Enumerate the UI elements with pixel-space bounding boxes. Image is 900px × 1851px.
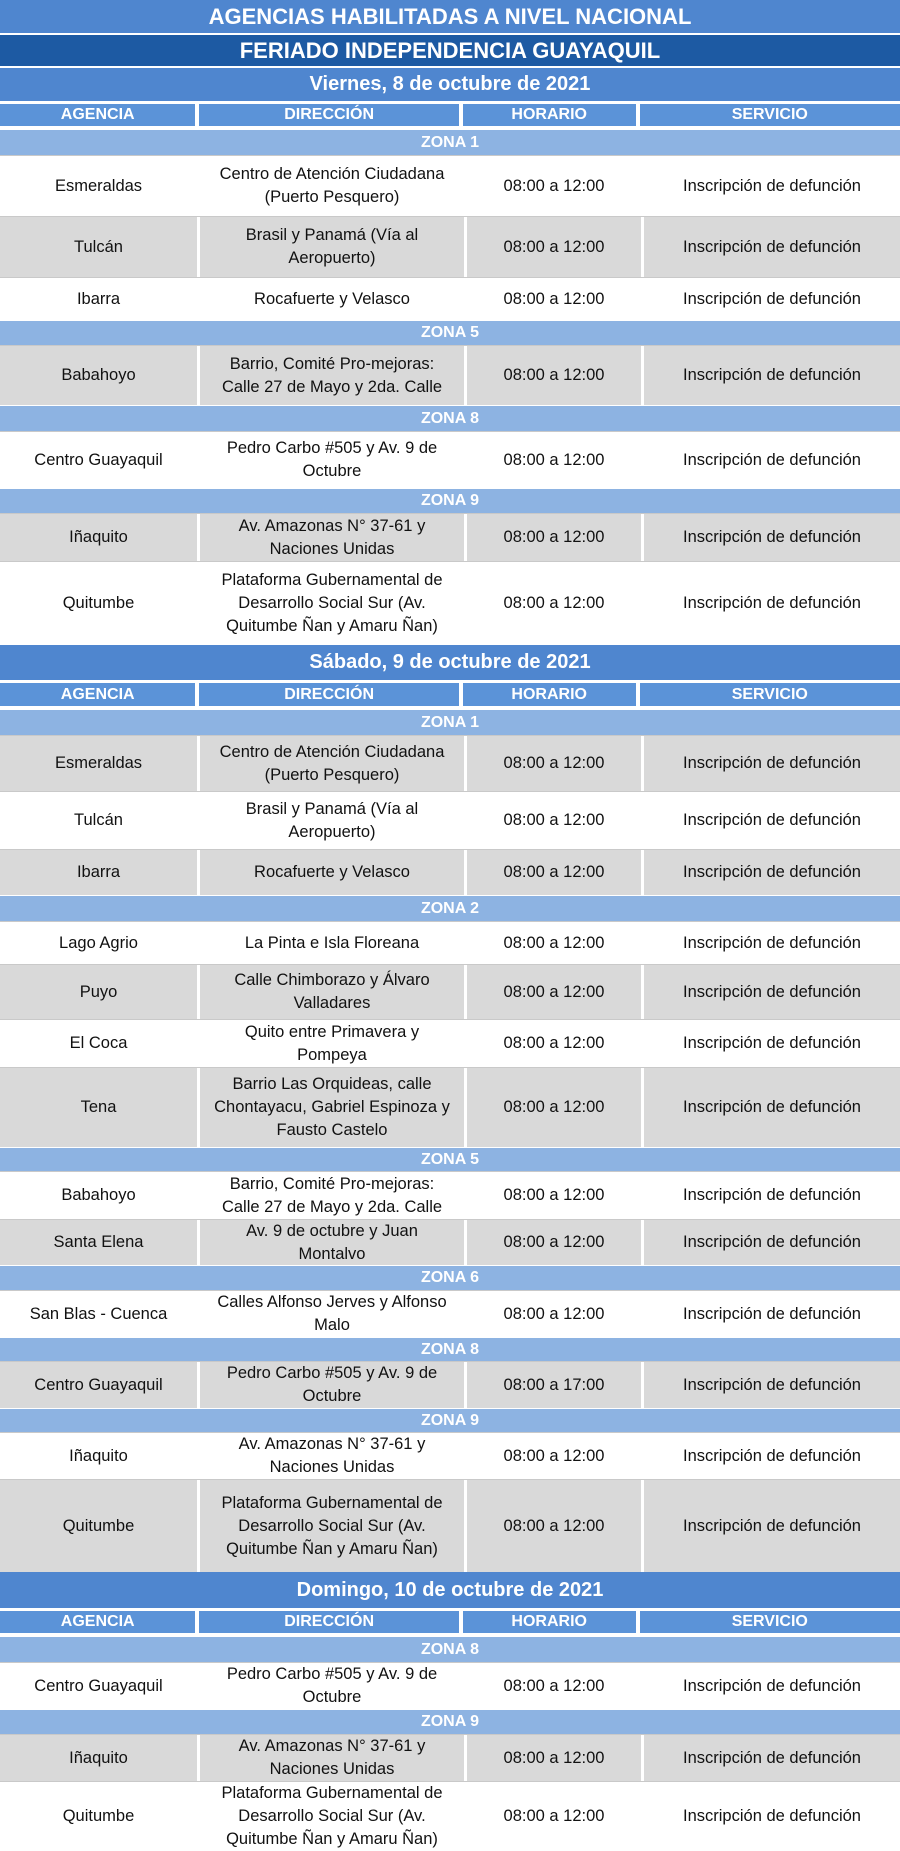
address-lines <box>246 798 418 844</box>
address-line: Malo <box>314 1316 350 1334</box>
address-cell <box>200 278 467 320</box>
column-header-servicio: SERVICIO <box>640 104 900 126</box>
address-cell <box>200 1068 467 1147</box>
address-lines <box>234 969 429 1015</box>
agency-cell: Tulcán <box>0 217 200 277</box>
schedule-cell: 08:00 a 12:00 <box>467 432 644 488</box>
schedule-cell: 08:00 a 12:00 <box>467 562 644 645</box>
address-lines <box>245 1021 419 1067</box>
address-line: Fausto Castelo <box>276 1121 388 1139</box>
zone-header <box>0 1337 900 1361</box>
column-header-direccion: DIRECCIÓN <box>199 683 459 706</box>
address-lines <box>246 224 418 270</box>
service-cell: Inscripción de defunción <box>683 1375 861 1394</box>
day-header <box>0 645 900 680</box>
address-cell <box>200 217 467 277</box>
table-row <box>0 1662 900 1709</box>
zone-label: ZONA 6 <box>420 1269 480 1286</box>
table-row <box>0 513 900 561</box>
address-lines <box>221 1782 442 1851</box>
service-cell: Inscripción de defunción <box>683 1748 861 1767</box>
column-header-horario: HORARIO <box>463 683 636 706</box>
address-lines <box>227 1362 437 1408</box>
zone-label: ZONA 9 <box>420 1713 480 1730</box>
service-cell: Inscripción de defunción <box>683 1304 861 1323</box>
column-header-row <box>0 1608 900 1636</box>
address-line: Plataforma Gubernamental de <box>221 571 443 589</box>
table-row <box>0 849 900 895</box>
address-lines <box>220 741 445 787</box>
address-line: Pedro Carbo #505 y Av. 9 de <box>226 1665 438 1683</box>
agency-cell: Iñaquito <box>0 1735 200 1781</box>
address-cell <box>200 922 467 964</box>
address-line: Pompeya <box>297 1045 367 1064</box>
agency-cell: Esmeraldas <box>0 736 200 791</box>
service-cell: Inscripción de defunción <box>683 1516 861 1535</box>
agency-cell: Tena <box>0 1068 200 1147</box>
day-header-text: Domingo, 10 de octubre de 2021 <box>296 1578 604 1601</box>
address-cell <box>200 1172 467 1219</box>
address-line: Plataforma Gubernamental de <box>221 1493 443 1512</box>
schedule-cell: 08:00 a 12:00 <box>467 850 644 895</box>
address-line: Av. Amazonas N° 37-61 y <box>238 1435 426 1453</box>
address-cell <box>200 965 467 1019</box>
address-cell <box>200 156 467 216</box>
table-row <box>0 1019 900 1067</box>
schedule-cell: 08:00 a 12:00 <box>467 1172 644 1219</box>
address-cell <box>200 1735 467 1781</box>
service-cell: Inscripción de defunción <box>683 754 861 772</box>
zone-header <box>0 1147 900 1171</box>
address-lines <box>214 1073 450 1142</box>
address-line: Plataforma Gubernamental de <box>221 1784 443 1802</box>
address-line: (Puerto Pesquero) <box>264 765 400 784</box>
address-line: Quitumbe Ñan y Amaru Ñan) <box>226 1539 438 1558</box>
agency-cell: Babahoyo <box>0 1172 200 1219</box>
address-line: Av. Amazonas N° 37-61 y <box>238 1737 426 1755</box>
table-row <box>0 1734 900 1781</box>
column-header-agencia: AGENCIA <box>0 104 195 126</box>
address-lines <box>222 1173 442 1219</box>
service-cell: Inscripción de defunción <box>683 1034 861 1052</box>
address-line: Brasil y Panamá (Vía al <box>245 799 419 818</box>
address-cell <box>200 514 467 561</box>
address-line: Pedro Carbo #505 y Av. 9 de <box>226 439 438 457</box>
table-row <box>0 1067 900 1147</box>
address-cell <box>200 1433 467 1479</box>
zone-label: ZONA 1 <box>420 713 480 731</box>
address-cell <box>200 1362 467 1408</box>
service-cell: Inscripción de defunción <box>683 366 861 384</box>
service-cell: Inscripción de defunción <box>683 237 861 256</box>
page-subtitle <box>0 35 900 68</box>
service-cell: Inscripción de defunción <box>683 176 861 195</box>
column-header-agencia: AGENCIA <box>0 683 195 706</box>
zone-label: ZONA 1 <box>420 133 480 151</box>
zone-header <box>0 1636 900 1662</box>
address-cell <box>200 850 467 895</box>
address-cell <box>200 432 467 488</box>
agency-cell: Ibarra <box>0 850 200 895</box>
zone-label: ZONA 8 <box>420 1340 480 1358</box>
agency-cell: Tulcán <box>0 792 200 849</box>
address-line: Valladares <box>293 994 371 1012</box>
zone-label: ZONA 5 <box>420 1150 480 1168</box>
address-line: Aeropuerto) <box>288 822 376 841</box>
column-header-direccion: DIRECCIÓN <box>199 104 459 126</box>
address-cell <box>200 792 467 849</box>
address-line: Octubre <box>302 1688 362 1706</box>
agency-cell: Ibarra <box>0 278 200 320</box>
agency-cell: Iñaquito <box>0 514 200 561</box>
day-header <box>0 1572 900 1608</box>
zone-header <box>0 405 900 431</box>
address-line: Av. Amazonas N° 37-61 y <box>238 516 426 535</box>
service-cell: Inscripción de defunción <box>683 289 861 308</box>
table-row <box>0 277 900 320</box>
column-header-horario: HORARIO <box>463 104 636 126</box>
table-row <box>0 735 900 791</box>
schedule-cell: 08:00 a 12:00 <box>467 1735 644 1781</box>
service-cell: Inscripción de defunción <box>683 811 861 829</box>
address-line: Chontayacu, Gabriel Espinoza y <box>214 1098 450 1116</box>
service-cell: Inscripción de defunción <box>683 1186 861 1204</box>
column-header-agencia: AGENCIA <box>0 1611 195 1633</box>
address-lines <box>220 163 445 209</box>
schedule-cell: 08:00 a 12:00 <box>467 514 644 561</box>
address-line: Pedro Carbo #505 y Av. 9 de <box>226 1364 438 1382</box>
address-line: Quitumbe Ñan y Amaru Ñan) <box>226 617 438 635</box>
address-line: Naciones Unidas <box>269 539 395 558</box>
schedule-cell: 08:00 a 12:00 <box>467 1020 644 1067</box>
agency-cell: Quitumbe <box>0 1480 200 1572</box>
schedule-cell: 08:00 a 12:00 <box>467 156 644 216</box>
address-lines <box>254 288 410 311</box>
address-line: Octubre <box>302 1387 362 1405</box>
schedule-cell: 08:00 a 12:00 <box>467 346 644 405</box>
address-cell <box>200 1480 467 1572</box>
service-cell: Inscripción de defunción <box>683 933 861 952</box>
schedule-cell: 08:00 a 12:00 <box>467 1068 644 1147</box>
column-header-servicio: SERVICIO <box>640 683 900 706</box>
zone-header <box>0 129 900 155</box>
day-header <box>0 68 900 101</box>
agency-cell: Centro Guayaquil <box>0 1663 200 1709</box>
agency-cell: San Blas - Cuenca <box>0 1291 200 1337</box>
zone-header <box>0 1709 900 1734</box>
table-row <box>0 345 900 405</box>
zone-label: ZONA 9 <box>420 492 480 509</box>
address-line: La Pinta e Isla Floreana <box>244 933 420 952</box>
day-header-text: Viernes, 8 de octubre de 2021 <box>309 73 591 95</box>
address-line: Montalvo <box>298 1244 366 1263</box>
address-lines <box>239 1735 426 1781</box>
address-lines <box>222 353 442 399</box>
zone-label: ZONA 2 <box>420 899 480 917</box>
agency-cell: Babahoyo <box>0 346 200 405</box>
address-lines <box>227 1663 437 1709</box>
agency-cell: Santa Elena <box>0 1220 200 1265</box>
address-lines <box>217 1291 446 1337</box>
address-line: Aeropuerto) <box>288 249 376 267</box>
table-row <box>0 1479 900 1572</box>
agency-cell: Quitumbe <box>0 562 200 645</box>
address-line: Av. 9 de octubre y Juan <box>246 1221 418 1240</box>
day-header-text: Sábado, 9 de octubre de 2021 <box>309 651 591 673</box>
address-line: Rocafuerte y Velasco <box>254 863 410 881</box>
column-header-direccion: DIRECCIÓN <box>199 1611 459 1633</box>
table-row <box>0 964 900 1019</box>
zone-label: ZONA 5 <box>420 324 480 341</box>
address-line: Octubre <box>302 462 362 480</box>
schedule-cell: 08:00 a 12:00 <box>467 792 644 849</box>
table-row <box>0 1361 900 1408</box>
address-line: Rocafuerte y Velasco <box>254 289 410 308</box>
address-line: Barrio Las Orquideas, calle <box>232 1075 432 1093</box>
service-cell: Inscripción de defunción <box>683 863 861 881</box>
schedule-cell: 08:00 a 12:00 <box>467 1220 644 1265</box>
table-row <box>0 791 900 849</box>
page-title-text: AGENCIAS HABILITADAS A NIVEL NACIONAL <box>208 3 692 29</box>
schedule-cell: 08:00 a 12:00 <box>467 1782 644 1851</box>
service-cell: Inscripción de defunción <box>683 1098 861 1116</box>
address-lines <box>227 437 437 483</box>
agency-cell: Iñaquito <box>0 1433 200 1479</box>
address-line: Centro de Atención Ciudadana <box>219 165 445 183</box>
zone-label: ZONA 8 <box>420 1640 480 1658</box>
schedule-cell: 08:00 a 12:00 <box>467 1480 644 1572</box>
address-line: Calles Alfonso Jerves y Alfonso <box>217 1293 447 1311</box>
zone-header <box>0 488 900 513</box>
agency-cell: El Coca <box>0 1020 200 1067</box>
page-subtitle-text: FERIADO INDEPENDENCIA GUAYAQUIL <box>239 37 661 63</box>
zone-label: ZONA 9 <box>420 1411 480 1429</box>
address-line: (Puerto Pesquero) <box>264 188 400 206</box>
address-cell <box>200 1663 467 1709</box>
address-cell <box>200 1020 467 1067</box>
table-row <box>0 1219 900 1265</box>
table-row <box>0 1290 900 1337</box>
schedule-cell: 08:00 a 12:00 <box>467 1663 644 1709</box>
schedule-cell: 08:00 a 12:00 <box>467 922 644 964</box>
service-cell: Inscripción de defunción <box>683 450 861 469</box>
address-lines <box>246 1220 418 1266</box>
zone-header <box>0 1265 900 1290</box>
zone-header <box>0 709 900 735</box>
agency-cell: Esmeraldas <box>0 156 200 216</box>
address-line: Centro de Atención Ciudadana <box>219 742 445 761</box>
address-cell <box>200 1782 467 1851</box>
table-row <box>0 216 900 277</box>
address-line: Desarrollo Social Sur (Av. <box>238 594 426 612</box>
address-line: Naciones Unidas <box>269 1760 395 1778</box>
table-row <box>0 561 900 645</box>
address-line: Barrio, Comité Pro-mejoras: <box>229 354 435 373</box>
service-cell: Inscripción de defunción <box>683 528 861 546</box>
address-line: Calle 27 de Mayo y 2da. Calle <box>221 377 443 396</box>
service-cell: Inscripción de defunción <box>683 982 861 1001</box>
column-header-row <box>0 680 900 709</box>
column-header-servicio: SERVICIO <box>640 1611 900 1633</box>
table-row <box>0 921 900 964</box>
page-title <box>0 0 900 35</box>
service-cell: Inscripción de defunción <box>683 1446 861 1465</box>
table-row <box>0 431 900 488</box>
table-row <box>0 1432 900 1479</box>
schedule-cell: 08:00 a 17:00 <box>467 1362 644 1408</box>
zone-label: ZONA 8 <box>420 409 480 427</box>
schedule-cell: 08:00 a 12:00 <box>467 1291 644 1337</box>
column-header-row <box>0 101 900 129</box>
address-line: Brasil y Panamá (Vía al <box>245 226 419 244</box>
address-cell <box>200 736 467 791</box>
address-lines <box>254 861 410 884</box>
table-row <box>0 1781 900 1851</box>
service-cell: Inscripción de defunción <box>683 1233 861 1251</box>
address-line: Desarrollo Social Sur (Av. <box>238 1807 426 1825</box>
agency-cell: Lago Agrio <box>0 922 200 964</box>
schedule-cell: 08:00 a 12:00 <box>467 1433 644 1479</box>
address-line: Calle 27 de Mayo y 2da. Calle <box>221 1197 443 1216</box>
zone-header <box>0 320 900 345</box>
address-line: Desarrollo Social Sur (Av. <box>238 1516 426 1535</box>
schedule-cell: 08:00 a 12:00 <box>467 217 644 277</box>
address-line: Quitumbe Ñan y Amaru Ñan) <box>226 1830 438 1848</box>
service-cell: Inscripción de defunción <box>683 1676 861 1695</box>
agency-cell: Puyo <box>0 965 200 1019</box>
schedule-cell: 08:00 a 12:00 <box>467 278 644 320</box>
address-line: Quito entre Primavera y <box>244 1022 420 1041</box>
zone-header <box>0 1408 900 1432</box>
service-cell: Inscripción de defunción <box>683 1807 861 1825</box>
address-cell <box>200 1220 467 1265</box>
address-lines <box>245 932 419 955</box>
address-lines <box>239 1433 426 1479</box>
address-lines <box>239 515 426 561</box>
table-row <box>0 1171 900 1219</box>
address-lines <box>221 1492 442 1561</box>
schedule-cell: 08:00 a 12:00 <box>467 736 644 791</box>
column-header-horario: HORARIO <box>463 1611 636 1633</box>
zone-header <box>0 895 900 921</box>
agency-cell: Centro Guayaquil <box>0 432 200 488</box>
address-cell <box>200 346 467 405</box>
table-row <box>0 155 900 216</box>
agency-cell: Centro Guayaquil <box>0 1362 200 1408</box>
address-cell <box>200 562 467 645</box>
address-line: Barrio, Comité Pro-mejoras: <box>229 1174 435 1193</box>
agency-cell: Quitumbe <box>0 1782 200 1851</box>
address-line: Calle Chimborazo y Álvaro <box>234 971 430 989</box>
service-cell: Inscripción de defunción <box>683 594 861 612</box>
address-lines <box>221 569 442 638</box>
schedule-cell: 08:00 a 12:00 <box>467 965 644 1019</box>
address-cell <box>200 1291 467 1337</box>
address-line: Naciones Unidas <box>269 1458 395 1476</box>
